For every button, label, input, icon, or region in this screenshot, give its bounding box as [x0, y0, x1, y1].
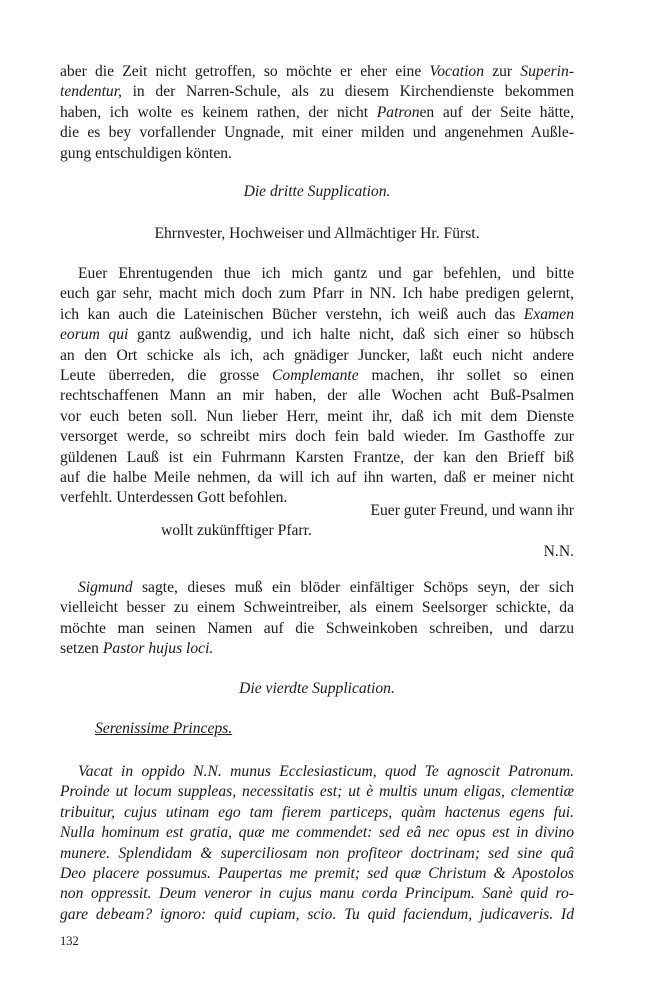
- roman-text: güldenen Lauß ist ein Fuhrmann Karsten Frantze, der kan den Brieff biß: [60, 448, 574, 466]
- text-line: [60, 803, 574, 823]
- text-line: [60, 884, 574, 904]
- text-line: [60, 305, 574, 325]
- italic-text: Vocation: [429, 63, 485, 80]
- roman-text: auf die halbe Meile nehmen, da will ich auf ihn warten, daß er meiner nicht: [60, 469, 574, 487]
- roman-text: rechtschaffenen Mann an mir haben, der alle Wochen acht Buß-Psalmen: [60, 387, 574, 405]
- signature: N.N.: [543, 543, 574, 560]
- text-line: [60, 123, 574, 143]
- roman-text: setzen: [60, 640, 103, 658]
- text-line: [60, 103, 574, 123]
- roman-text: vielleicht besser zu einem Schweintreiber, als einem Seelsorger schickte, da: [60, 599, 574, 617]
- text-line: [60, 82, 574, 102]
- text-line: [60, 762, 574, 782]
- roman-text: Leute überreden, die grosse: [60, 367, 273, 385]
- italic-text: eorum qui: [60, 326, 129, 344]
- text-line: [60, 578, 574, 598]
- roman-text: verfehlt. Unterdessen Gott befohlen.: [60, 489, 288, 507]
- text-line: [60, 407, 574, 427]
- salutation-fourth: Serenissime Princeps.: [95, 720, 233, 737]
- roman-text: gung entschuldigen könten.: [60, 144, 232, 162]
- text-line: [60, 864, 574, 884]
- text-line: [60, 468, 574, 488]
- text-line: [60, 62, 574, 82]
- roman-text: in der Narren-Schule, als zu diesem Kirchendienste bekommen: [121, 83, 574, 101]
- roman-text: Deo placere possumus. Paupertas me premit; sed quæ Christum & Apostolos: [60, 865, 574, 883]
- roman-text: die es bey vorfallender Ungnade, mit einer milden und angenehmen Außle-: [60, 124, 574, 142]
- text-line: [60, 284, 574, 304]
- text-line: [60, 823, 574, 843]
- text-line: [60, 427, 574, 447]
- text-line: [60, 619, 574, 639]
- roman-text: vor euch beten soll. Nun lieber Herr, meint ihr, daß ich mit dem Dienste: [60, 407, 574, 425]
- roman-text: sagte, dieses muß ein blöder einfältiger Schöps seyn, der sich: [132, 579, 574, 596]
- paragraph-continuation: [60, 62, 574, 164]
- text-line: [60, 905, 574, 925]
- roman-text: Nulla hominum est gratia, quæ me commendet: sed eâ nec opus est in divino: [60, 824, 574, 842]
- roman-text: machen, ihr sollet so einen: [358, 367, 574, 385]
- roman-text: gantz außwendig, und ich halte nicht, daß sich einer so hübsch: [128, 326, 575, 344]
- letter-body-third: [60, 264, 574, 509]
- roman-text: möchte man seinen Namen auf die Schweinkoben schreiben, und darzu: [60, 619, 574, 637]
- italic-text: Complemante: [272, 367, 359, 385]
- salutation-third: Ehrnvester, Hochweiser und Allmächtiger Hr. Fürst.: [154, 225, 480, 242]
- roman-text: zur: [484, 63, 521, 80]
- text-line: [60, 325, 574, 345]
- text-line: [60, 386, 574, 406]
- commentary-paragraph: [60, 578, 574, 660]
- text-line: [60, 639, 574, 659]
- italic-text: tendentur,: [60, 83, 122, 101]
- text-line: [60, 448, 574, 468]
- italic-text: Examen: [523, 305, 574, 323]
- roman-text: aber die Zeit nicht getroffen, so möchte er eher eine: [60, 63, 430, 80]
- roman-text: euch gar sehr, macht mich doch zum Pfarr in NN. Ich habe predigen gelernt,: [60, 285, 574, 303]
- roman-text: Proinde ut locum suppleas, necessitatis est; ut è multis unum eligas, clementiæ: [60, 783, 574, 801]
- roman-text: gare debeam? ignoro: quid cupiam, scio. Tu quid faciendum, judicaveris. Id: [60, 905, 574, 923]
- roman-text: tribuitur, cujus utinam ego tam fierem particeps, quàm hactenus egens fui.: [60, 803, 574, 821]
- text-line: [60, 598, 574, 618]
- roman-text: ich kan auch die Lateinischen Bücher verstehn, ich weiß auch das: [60, 305, 524, 323]
- text-line: [60, 346, 574, 366]
- text-line: [60, 782, 574, 802]
- text-line: [60, 144, 574, 164]
- roman-text: Vacat in oppido N.N. munus Ecclesiasticum, quod Te agnoscit Patronum.: [78, 763, 574, 780]
- roman-text: non oppressit. Deum veneror in cujus manu corda Principum. Sanè quid ro-: [60, 885, 574, 903]
- page-number: 132: [60, 934, 79, 948]
- text-line: [60, 366, 574, 386]
- roman-text: munere. Splendidam & superciliosam non profiteor doctrinam; sed sine quâ: [60, 844, 574, 862]
- italic-text: Patron: [376, 103, 420, 121]
- roman-text: en auf der Seite hätte,: [419, 103, 574, 121]
- text-line: [60, 264, 574, 284]
- section-heading-fourth-supplication: Die vierdte Supplication.: [239, 680, 395, 697]
- italic-text: Superin-: [520, 63, 574, 80]
- roman-text: versorget werde, so schreibt mirs doch fein bald wieder. Im Gasthoffe zur: [60, 428, 574, 446]
- closing-line-2: wollt zukünfftiger Pfarr.: [161, 522, 312, 539]
- text-line: [60, 844, 574, 864]
- closing-line-1: Euer guter Freund, und wann ihr: [370, 502, 574, 519]
- roman-text: Euer Ehrentugenden thue ich mich gantz und gar befehlen, und bitte: [78, 265, 574, 282]
- latin-letter-body: [60, 762, 574, 925]
- section-heading-third-supplication: Die dritte Supplication.: [243, 183, 391, 200]
- roman-text: haben, ich wolte es keinem rathen, der nicht: [60, 103, 377, 121]
- italic-text: Pastor hujus loci.: [102, 640, 214, 658]
- italic-text: Sigmund: [78, 579, 133, 596]
- roman-text: an den Ort schicke als ich, ach gnädiger Juncker, laßt euch nicht andere: [60, 346, 574, 364]
